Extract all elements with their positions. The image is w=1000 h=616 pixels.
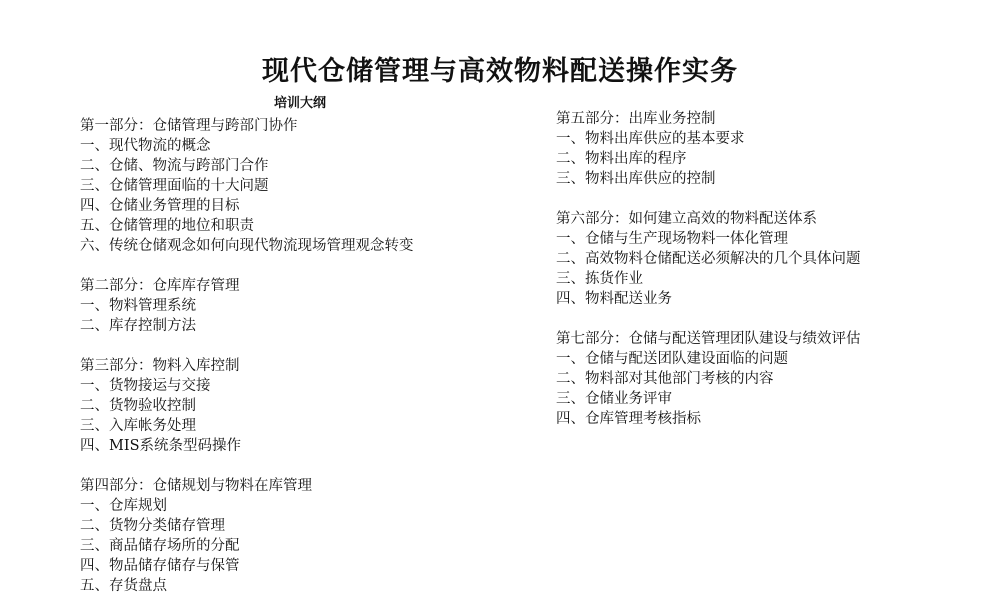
outline-item: 一、仓储与配送团队建设面临的问题	[556, 351, 788, 367]
outline-item: 三、商品储存场所的分配	[80, 538, 240, 554]
outline-item: 二、库存控制方法	[80, 318, 196, 334]
section-part-2	[80, 276, 414, 336]
document-subtitle: 培训大纲	[273, 96, 326, 111]
section-heading: 第四部分：仓储规划与物料在库管理	[80, 478, 312, 494]
outline-item: 三、仓储管理面临的十大问题	[80, 178, 269, 194]
section-part-5	[556, 109, 861, 189]
outline-item: 三、仓储业务评审	[556, 391, 672, 407]
outline-item: 五、仓储管理的地位和职责	[80, 218, 254, 234]
outline-right-column	[556, 109, 861, 449]
outline-item: 四、MIS系统条型码操作	[80, 438, 242, 454]
section-heading: 第五部分：出库业务控制	[556, 111, 716, 127]
section-part-7	[556, 329, 861, 429]
outline-item: 一、现代物流的概念	[80, 138, 211, 154]
section-heading: 第七部分：仓储与配送管理团队建设与绩效评估	[556, 331, 861, 347]
section-heading: 第一部分：仓储管理与跨部门协作	[80, 118, 298, 134]
outline-item: 五、存货盘点	[80, 578, 167, 594]
outline-item: 四、仓储业务管理的目标	[80, 198, 240, 214]
outline-item: 一、物料管理系统	[80, 298, 196, 314]
section-part-4	[80, 476, 414, 596]
outline-item: 四、物品储存储存与保管	[80, 558, 240, 574]
section-part-1	[80, 116, 414, 256]
outline-item: 一、仓库规划	[80, 498, 167, 514]
outline-item: 二、物料部对其他部门考核的内容	[556, 371, 774, 387]
document-title: 现代仓储管理与高效物料配送操作实务	[262, 56, 738, 87]
section-part-6	[556, 209, 861, 309]
outline-item: 三、入库帐务处理	[80, 418, 196, 434]
outline-item: 四、仓库管理考核指标	[556, 411, 701, 427]
section-heading: 第三部分：物料入库控制	[80, 358, 240, 374]
outline-item: 一、仓储与生产现场物料一体化管理	[556, 231, 788, 247]
outline-item: 一、物料出库供应的基本要求	[556, 131, 745, 147]
outline-item: 三、物料出库供应的控制	[556, 171, 716, 187]
outline-item: 一、货物接运与交接	[80, 378, 211, 394]
outline-item: 二、货物验收控制	[80, 398, 196, 414]
outline-item: 二、物料出库的程序	[556, 151, 687, 167]
section-part-3	[80, 356, 414, 456]
outline-item: 四、物料配送业务	[556, 291, 672, 307]
outline-item: 二、高效物料仓储配送必须解决的几个具体问题	[556, 251, 861, 267]
outline-left-column	[80, 116, 414, 616]
outline-item: 三、拣货作业	[556, 271, 643, 287]
outline-item: 六、传统仓储观念如何向现代物流现场管理观念转变	[80, 238, 414, 254]
outline-item: 二、仓储、物流与跨部门合作	[80, 158, 269, 174]
outline-item: 二、货物分类储存管理	[80, 518, 225, 534]
section-heading: 第二部分：仓库库存管理	[80, 278, 240, 294]
section-heading: 第六部分：如何建立高效的物料配送体系	[556, 211, 817, 227]
